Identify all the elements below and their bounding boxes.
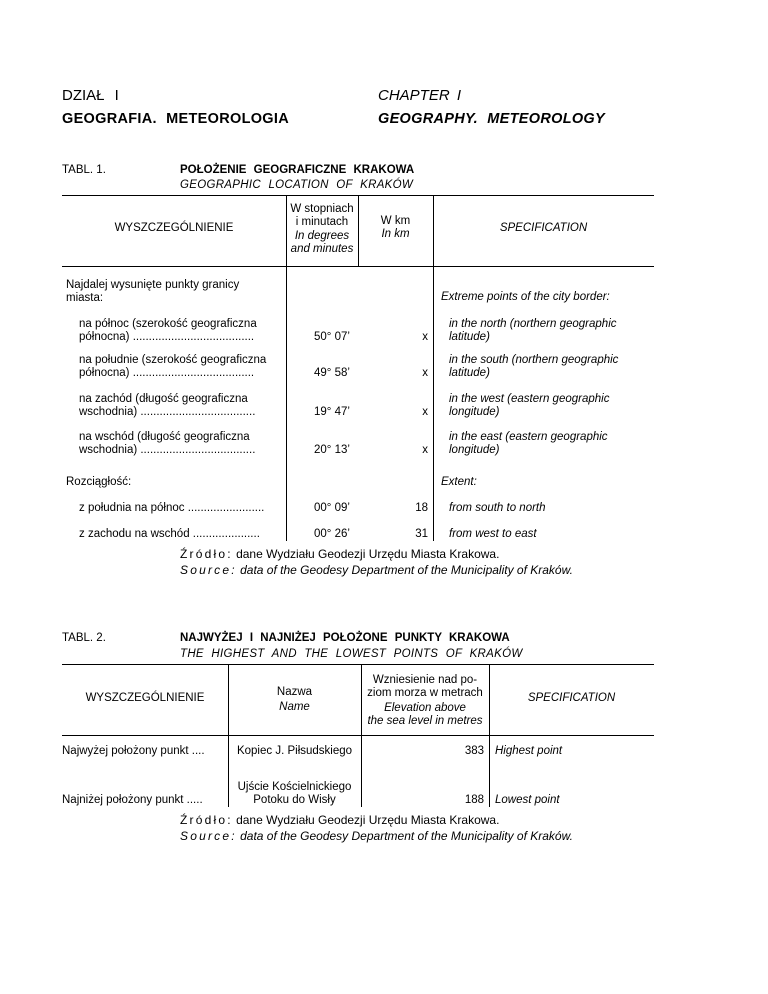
- table1-row-degrees: 49° 58’: [314, 367, 350, 379]
- table1-row-km: x: [422, 331, 428, 343]
- table2-label: TABL. 2.: [62, 632, 106, 644]
- table1-section2-en: Extent:: [441, 476, 477, 488]
- table2-row-pl: Najwyżej położony punkt ....: [62, 745, 205, 757]
- source-label-en: Source:: [180, 829, 237, 843]
- table1-title-en: GEOGRAPHIC LOCATION OF KRAKÓW: [180, 179, 414, 191]
- table2-row-pl: Najniżej położony punkt .....: [62, 794, 203, 806]
- table2-header-rule: [62, 735, 654, 736]
- table1-extent-row-en: from west to east: [449, 528, 537, 540]
- table2-header-spec-pl: WYSZCZEGÓLNIENIE: [85, 692, 205, 704]
- table1-source-en: [180, 563, 573, 578]
- table2-top-rule: [62, 664, 654, 665]
- table1-extent-row-pl: z południa na północ ........................: [79, 502, 265, 514]
- source-text-pl: dane Wydziału Geodezji Urzędu Miasta Krakowa.: [232, 547, 500, 561]
- table1-extent-row-en: from south to north: [449, 502, 546, 514]
- table2-row-en: Highest point: [495, 745, 563, 757]
- table1-row-en: in the west (eastern geographic longitude): [449, 393, 610, 418]
- table1-header-degrees-en: In degrees and minutes: [290, 230, 354, 255]
- table1-header-km-pl: W km: [380, 215, 411, 227]
- source-label-en: Source:: [180, 563, 237, 577]
- table1-row-km: x: [422, 444, 428, 456]
- table1-header-km-en: In km: [381, 228, 410, 240]
- table1-extent-row-degrees: 00° 26’: [314, 528, 350, 540]
- table1-extent-row-pl: z zachodu na wschód .....................: [79, 528, 260, 540]
- table1-header-degrees-pl: W stopniach i minutach: [290, 203, 354, 228]
- table1-header-rule: [62, 266, 654, 267]
- table2-header-elevation-en: Elevation above the sea level in metres: [367, 702, 483, 727]
- table1-row-pl: na północ (szerokość geograficzna północna) ......................................: [79, 318, 257, 343]
- table1-section2-pl: Rozciągłość:: [66, 476, 132, 488]
- source-text-en: data of the Geodesy Department of the Municipality of Kraków.: [236, 829, 573, 843]
- table2-title-pl: NAJWYŻEJ I NAJNIŻEJ POŁOŻONE PUNKTY KRAKOWA: [180, 632, 510, 644]
- table1-source-pl: [180, 547, 499, 562]
- table1-row-km: x: [422, 367, 428, 379]
- table1-row-en: in the north (northern geographic latitude): [449, 318, 617, 343]
- chapter-title-pl: GEOGRAFIA. METEOROLOGIA: [62, 111, 289, 127]
- table1-header-spec-en: SPECIFICATION: [499, 222, 588, 234]
- table1-extent-row-km: 31: [415, 528, 428, 540]
- table1-col-divider-3: [433, 195, 434, 541]
- table1-row-km: x: [422, 406, 428, 418]
- source-text-en: data of the Geodesy Department of the Municipality of Kraków.: [236, 563, 573, 577]
- table1-section1-en: Extreme points of the city border:: [441, 291, 610, 303]
- table1-extent-row-km: 18: [415, 502, 428, 514]
- table1-section1-pl: Najdalej wysunięte punkty granicy miasta:: [66, 279, 240, 304]
- table2-row-name: Ujście Kościelnickiego Potoku do Wisły: [237, 781, 352, 806]
- source-label-pl: Źródło:: [180, 813, 233, 827]
- chapter-label-pl: DZIAŁ I: [62, 87, 119, 104]
- table2-header-name-pl: Nazwa: [276, 686, 313, 698]
- table2-header-spec-en: SPECIFICATION: [527, 692, 616, 704]
- table2-row-name: Kopiec J. Piłsudskiego: [236, 745, 353, 757]
- table1-row-pl: na zachód (długość geograficzna wschodnia) ....................................: [79, 393, 256, 418]
- table2-source-pl: [180, 813, 499, 828]
- chapter-label-en: CHAPTER I: [378, 87, 462, 104]
- source-label-pl: Źródło:: [180, 547, 233, 561]
- table1-row-pl: na wschód (długość geograficzna wschodnia) ....................................: [79, 431, 256, 456]
- table1-row-degrees: 19° 47’: [314, 406, 350, 418]
- table1-row-degrees: 50° 07’: [314, 331, 350, 343]
- table2-col-divider-3: [489, 664, 490, 807]
- table2-row-elevation: 383: [464, 745, 484, 757]
- chapter-title-en: GEOGRAPHY. METEOROLOGY: [378, 111, 605, 127]
- table2-row-elevation: 188: [464, 794, 484, 806]
- table1-label: TABL. 1.: [62, 164, 106, 176]
- table1-row-degrees: 20° 13’: [314, 444, 350, 456]
- source-text-pl: dane Wydziału Geodezji Urzędu Miasta Krakowa.: [232, 813, 500, 827]
- table1-header-spec-pl: WYSZCZEGÓLNIENIE: [114, 222, 234, 234]
- table2-header-name-en: Name: [279, 701, 310, 713]
- table2-title-en: THE HIGHEST AND THE LOWEST POINTS OF KRAKÓW: [180, 648, 523, 660]
- table1-row-en: in the east (eastern geographic longitude): [449, 431, 608, 456]
- table2-header-elevation-pl: Wzniesienie nad po- ziom morza w metrach: [367, 674, 483, 699]
- table1-extent-row-degrees: 00° 09’: [314, 502, 350, 514]
- table1-title-pl: POŁOŻENIE GEOGRAFICZNE KRAKOWA: [180, 164, 415, 176]
- table1-row-pl: na południe (szerokość geograficzna północna) ......................................: [79, 354, 267, 379]
- table2-source-en: [180, 829, 573, 844]
- table1-row-en: in the south (northern geographic latitude): [449, 354, 619, 379]
- table2-row-en: Lowest point: [495, 794, 560, 806]
